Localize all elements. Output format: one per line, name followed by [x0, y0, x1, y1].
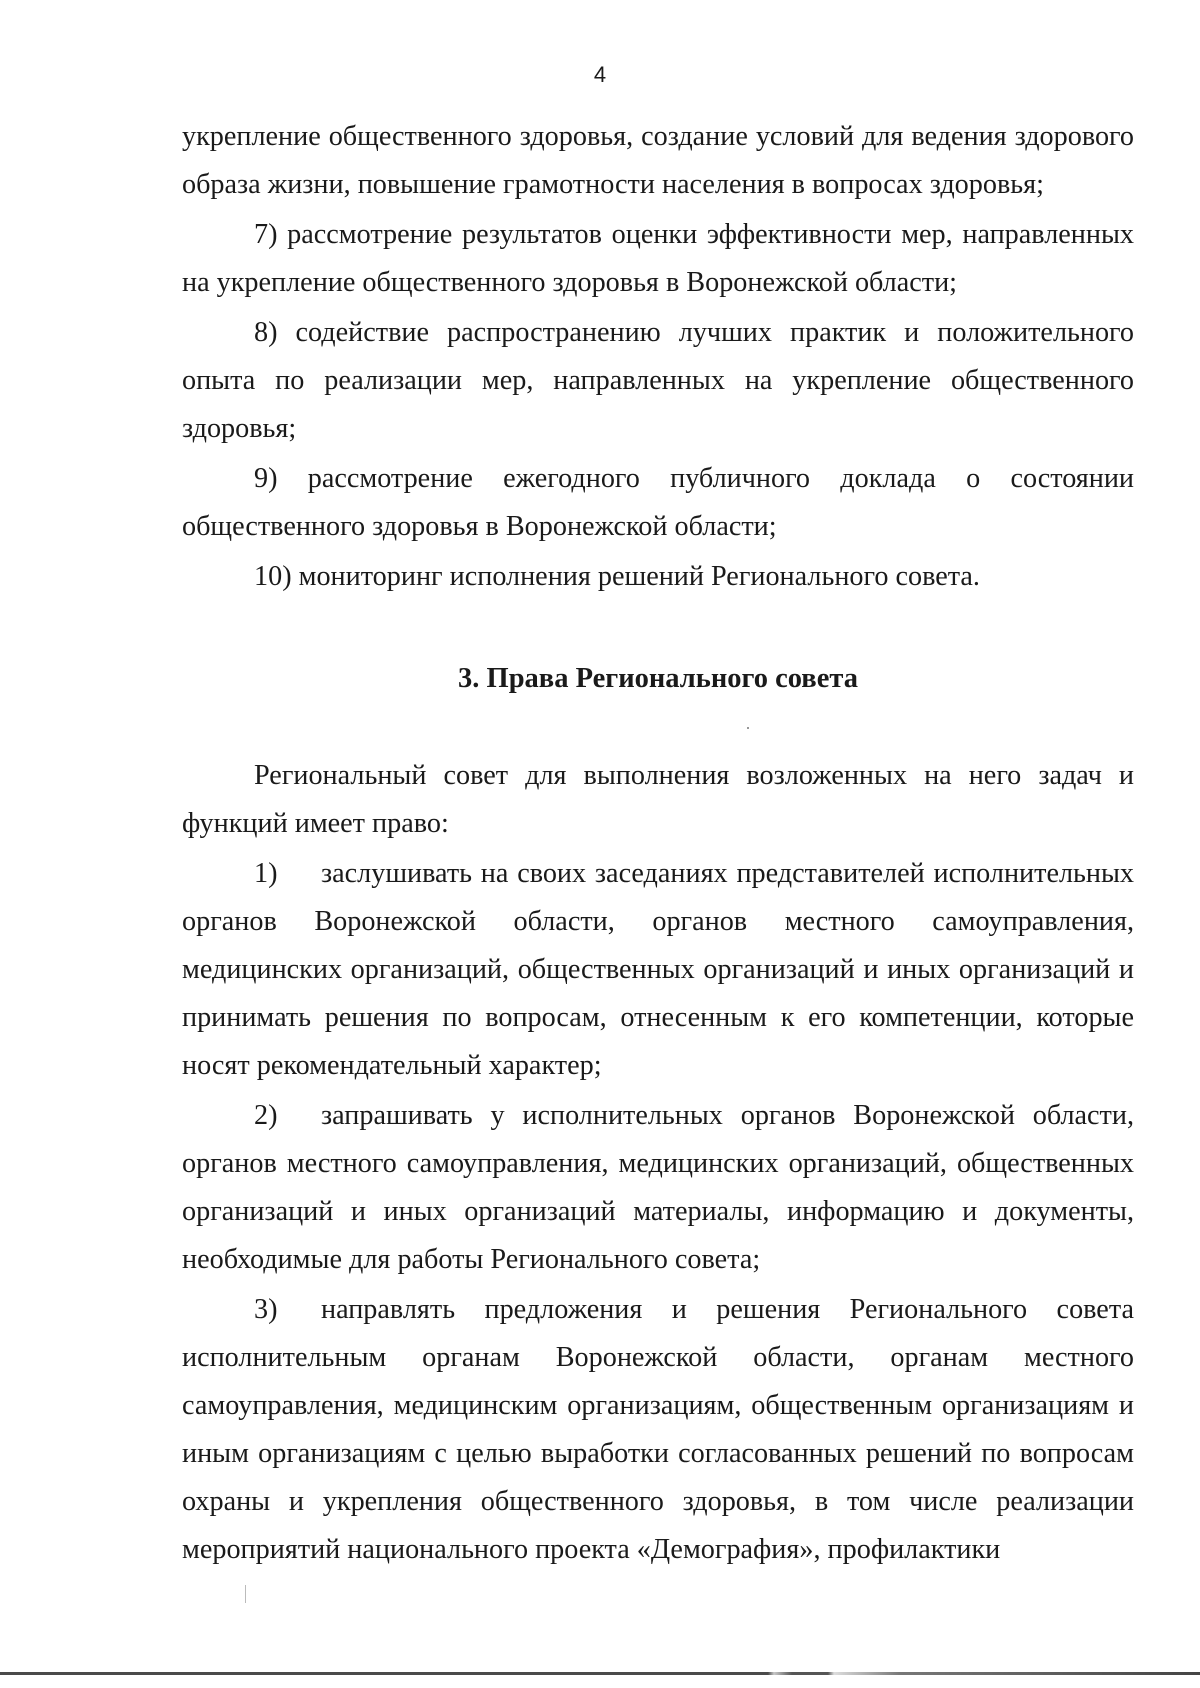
item-number: 3) [254, 1294, 278, 1325]
paragraph-item-8: 8) содействие распространению лучших практик и положительного опыта по реализации мер, направленных на укрепление общественного здоровья; [182, 317, 1134, 444]
scan-edge-line [0, 1672, 1200, 1675]
scan-speck [747, 727, 749, 729]
item-text: запрашивать у исполнительных органов Воронежской области, органов местного самоуправления, медицинских организаций, общественных организаций и иных организаций материалы, информацию и документы, необходимые для работы Регионального совета; [182, 1100, 1134, 1275]
document-body [182, 113, 1134, 1576]
rights-item-1 [182, 850, 1134, 1090]
rights-item-2 [182, 1092, 1134, 1284]
section-intro: Региональный совет для выполнения возложенных на него задач и функций имеет право: [182, 760, 1134, 839]
item-text: направлять предложения и решения Регионального совета исполнительным органам Воронежской области, органам местного самоуправления, медицинским организациям, общественным организациям и иным организациям с целью выработки согласованных решений по вопросам охраны и укрепления общественного здоровья, в том числе реализации мероприятий национального проекта «Демография», профилактики [182, 1294, 1134, 1565]
rights-item-3 [182, 1286, 1134, 1574]
item-number: 2) [254, 1100, 278, 1131]
scan-artifact [245, 1585, 246, 1603]
paragraph-item-9: 9) рассмотрение ежегодного публичного доклада о состоянии общественного здоровья в Воронежской области; [182, 463, 1134, 542]
paragraph-item-10: 10) мониторинг исполнения решений Регионального совета. [254, 561, 980, 592]
item-text: заслушивать на своих заседаниях представителей исполнительных органов Воронежской области, органов местного самоуправления, медицинских организаций, общественных организаций и иных организаций и принимать решения по вопросам, отнесенным к его компетенции, которые носят рекомендательный характер; [182, 858, 1134, 1081]
paragraph-continuation: укрепление общественного здоровья, создание условий для ведения здорового образа жизни, повышение грамотности населения в вопросах здоровья; [182, 121, 1134, 200]
paragraph-item-7: 7) рассмотрение результатов оценки эффективности мер, направленных на укрепление общественного здоровья в Воронежской области; [182, 219, 1134, 298]
section-heading: 3. Права Регионального совета [458, 663, 858, 694]
item-number: 1) [254, 858, 278, 889]
page-number: 4 [593, 62, 607, 87]
